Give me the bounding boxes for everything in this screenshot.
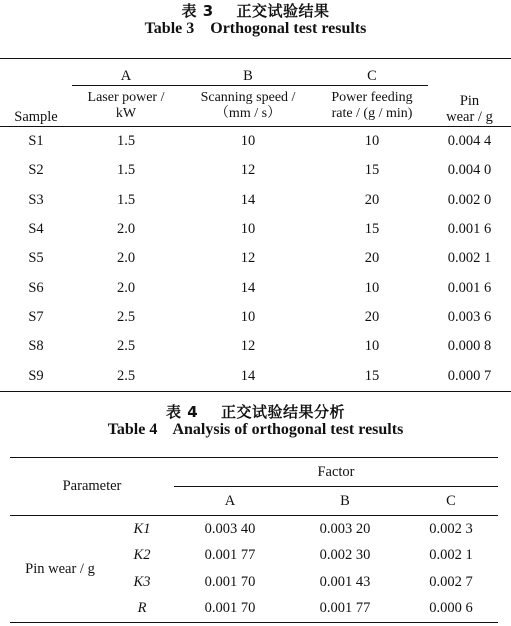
table-row [0, 156, 511, 185]
cell-key: K3 [133, 573, 151, 590]
table4-caption-en: Table 4 Analysis of orthogonal test results [107, 421, 404, 439]
cell-sample: S9 [28, 367, 44, 384]
cell-pin-wear: 0.002 0 [447, 191, 492, 208]
table-row [0, 332, 511, 361]
cell-sample: S1 [28, 133, 44, 150]
header-factor-a: A [224, 492, 236, 509]
table-row [0, 244, 511, 273]
header-group-a: A [120, 68, 132, 84]
cell-sample: S6 [28, 279, 44, 296]
header-factor-b: B [340, 492, 350, 509]
header-scanning-speed [180, 86, 316, 127]
cell-sample: S5 [28, 250, 44, 267]
cell-laser-power: 2.5 [116, 367, 136, 384]
cell-factor-b: 0.001 77 [319, 600, 371, 617]
cell-pin-wear: 0.001 6 [447, 221, 492, 238]
cell-factor-c: 0.002 1 [429, 547, 473, 564]
cell-scanning-speed: 14 [240, 191, 256, 208]
cell-scanning-speed: 14 [240, 367, 256, 384]
header-laser-power [72, 86, 180, 127]
cell-laser-power: 1.5 [116, 191, 136, 208]
cell-pin-wear: 0.004 0 [447, 162, 492, 179]
cell-scanning-speed: 12 [240, 338, 256, 355]
header-factor-c: C [446, 492, 456, 509]
table-row [0, 303, 511, 332]
cell-power-feeding-rate: 10 [364, 338, 380, 355]
table-row [0, 273, 511, 302]
cell-laser-power: 2.5 [116, 338, 136, 355]
table-row [0, 215, 511, 244]
table4-caption-cn: 表 4 正交试验结果分析 [165, 403, 346, 421]
cell-scanning-speed: 10 [240, 308, 256, 325]
table-row [0, 361, 511, 391]
cell-power-feeding-rate: 10 [364, 133, 380, 150]
table3-caption-en: Table 3 Orthogonal test results [144, 20, 367, 38]
cell-laser-power: 1.5 [116, 162, 136, 179]
table-row [0, 186, 511, 215]
header-sample: Sample [0, 59, 72, 127]
cell-factor-c: 0.002 3 [429, 520, 473, 537]
cell-scanning-speed: 10 [240, 221, 256, 238]
cell-sample: S3 [28, 191, 44, 208]
header-pin-wear-line2: wear / g [446, 109, 493, 126]
cell-power-feeding-rate: 15 [364, 367, 380, 384]
cell-scanning-speed: 10 [240, 133, 256, 150]
cell-power-feeding-rate: 20 [364, 250, 380, 267]
table3 [0, 58, 511, 392]
cell-pin-wear: 0.001 6 [447, 279, 492, 296]
cell-sample: S2 [28, 162, 44, 179]
cell-power-feeding-rate: 15 [364, 221, 380, 238]
header-power-feeding-rate-line1: Power feeding [331, 89, 413, 105]
table-row [0, 127, 511, 157]
header-scanning-speed-line1: Scanning speed / [200, 89, 296, 105]
cell-laser-power: 2.0 [116, 279, 136, 296]
cell-factor-a: 0.003 40 [204, 520, 256, 537]
cell-laser-power: 2.0 [116, 250, 136, 267]
table3-caption-cn: 表 3 正交试验结果 [181, 2, 330, 20]
header-group-c: C [367, 68, 377, 84]
cell-pin-wear: 0.000 7 [447, 367, 492, 384]
header-factor: Factor [174, 458, 498, 487]
cell-factor-a: 0.001 70 [204, 573, 256, 590]
cell-key: K1 [133, 520, 151, 537]
cell-laser-power: 2.0 [116, 221, 136, 238]
cell-sample: S8 [28, 338, 44, 355]
cell-laser-power: 1.5 [116, 133, 136, 150]
header-parameter: Parameter [10, 458, 174, 516]
cell-factor-a: 0.001 70 [204, 600, 256, 617]
cell-factor-b: 0.003 20 [319, 520, 371, 537]
row-group-pin-wear: Pin wear / g [10, 516, 110, 623]
cell-key: R [137, 600, 147, 617]
header-pin-wear [428, 59, 511, 127]
cell-scanning-speed: 14 [240, 279, 256, 296]
cell-factor-b: 0.002 30 [319, 547, 371, 564]
cell-power-feeding-rate: 20 [364, 308, 380, 325]
cell-pin-wear: 0.000 8 [447, 338, 492, 355]
table4 [10, 457, 498, 623]
cell-sample: S4 [28, 221, 44, 238]
header-power-feeding-rate-line2: rate / (g / min) [331, 106, 413, 121]
cell-sample: S7 [28, 308, 44, 325]
cell-factor-c: 0.002 7 [429, 573, 473, 590]
table4-caption [0, 404, 511, 440]
cell-pin-wear: 0.004 4 [447, 133, 492, 150]
cell-factor-c: 0.000 6 [429, 600, 473, 617]
cell-laser-power: 2.5 [116, 308, 136, 325]
header-scanning-speed-line2: （mm / s） [214, 106, 282, 121]
header-laser-power-line2: kW [115, 106, 137, 121]
cell-pin-wear: 0.003 6 [447, 308, 492, 325]
header-laser-power-line1: Laser power / [87, 89, 165, 105]
cell-power-feeding-rate: 15 [364, 162, 380, 179]
cell-scanning-speed: 12 [240, 162, 256, 179]
header-group-b: B [243, 68, 253, 84]
header-power-feeding-rate [316, 86, 428, 127]
cell-factor-b: 0.001 43 [319, 573, 371, 590]
table3-caption [0, 3, 511, 39]
cell-power-feeding-rate: 20 [364, 191, 380, 208]
header-pin-wear-line1: Pin [459, 92, 480, 109]
cell-key: K2 [133, 547, 151, 564]
cell-factor-a: 0.001 77 [204, 547, 256, 564]
cell-pin-wear: 0.002 1 [447, 250, 492, 267]
cell-power-feeding-rate: 10 [364, 279, 380, 296]
table-row [10, 516, 498, 543]
cell-scanning-speed: 12 [240, 250, 256, 267]
